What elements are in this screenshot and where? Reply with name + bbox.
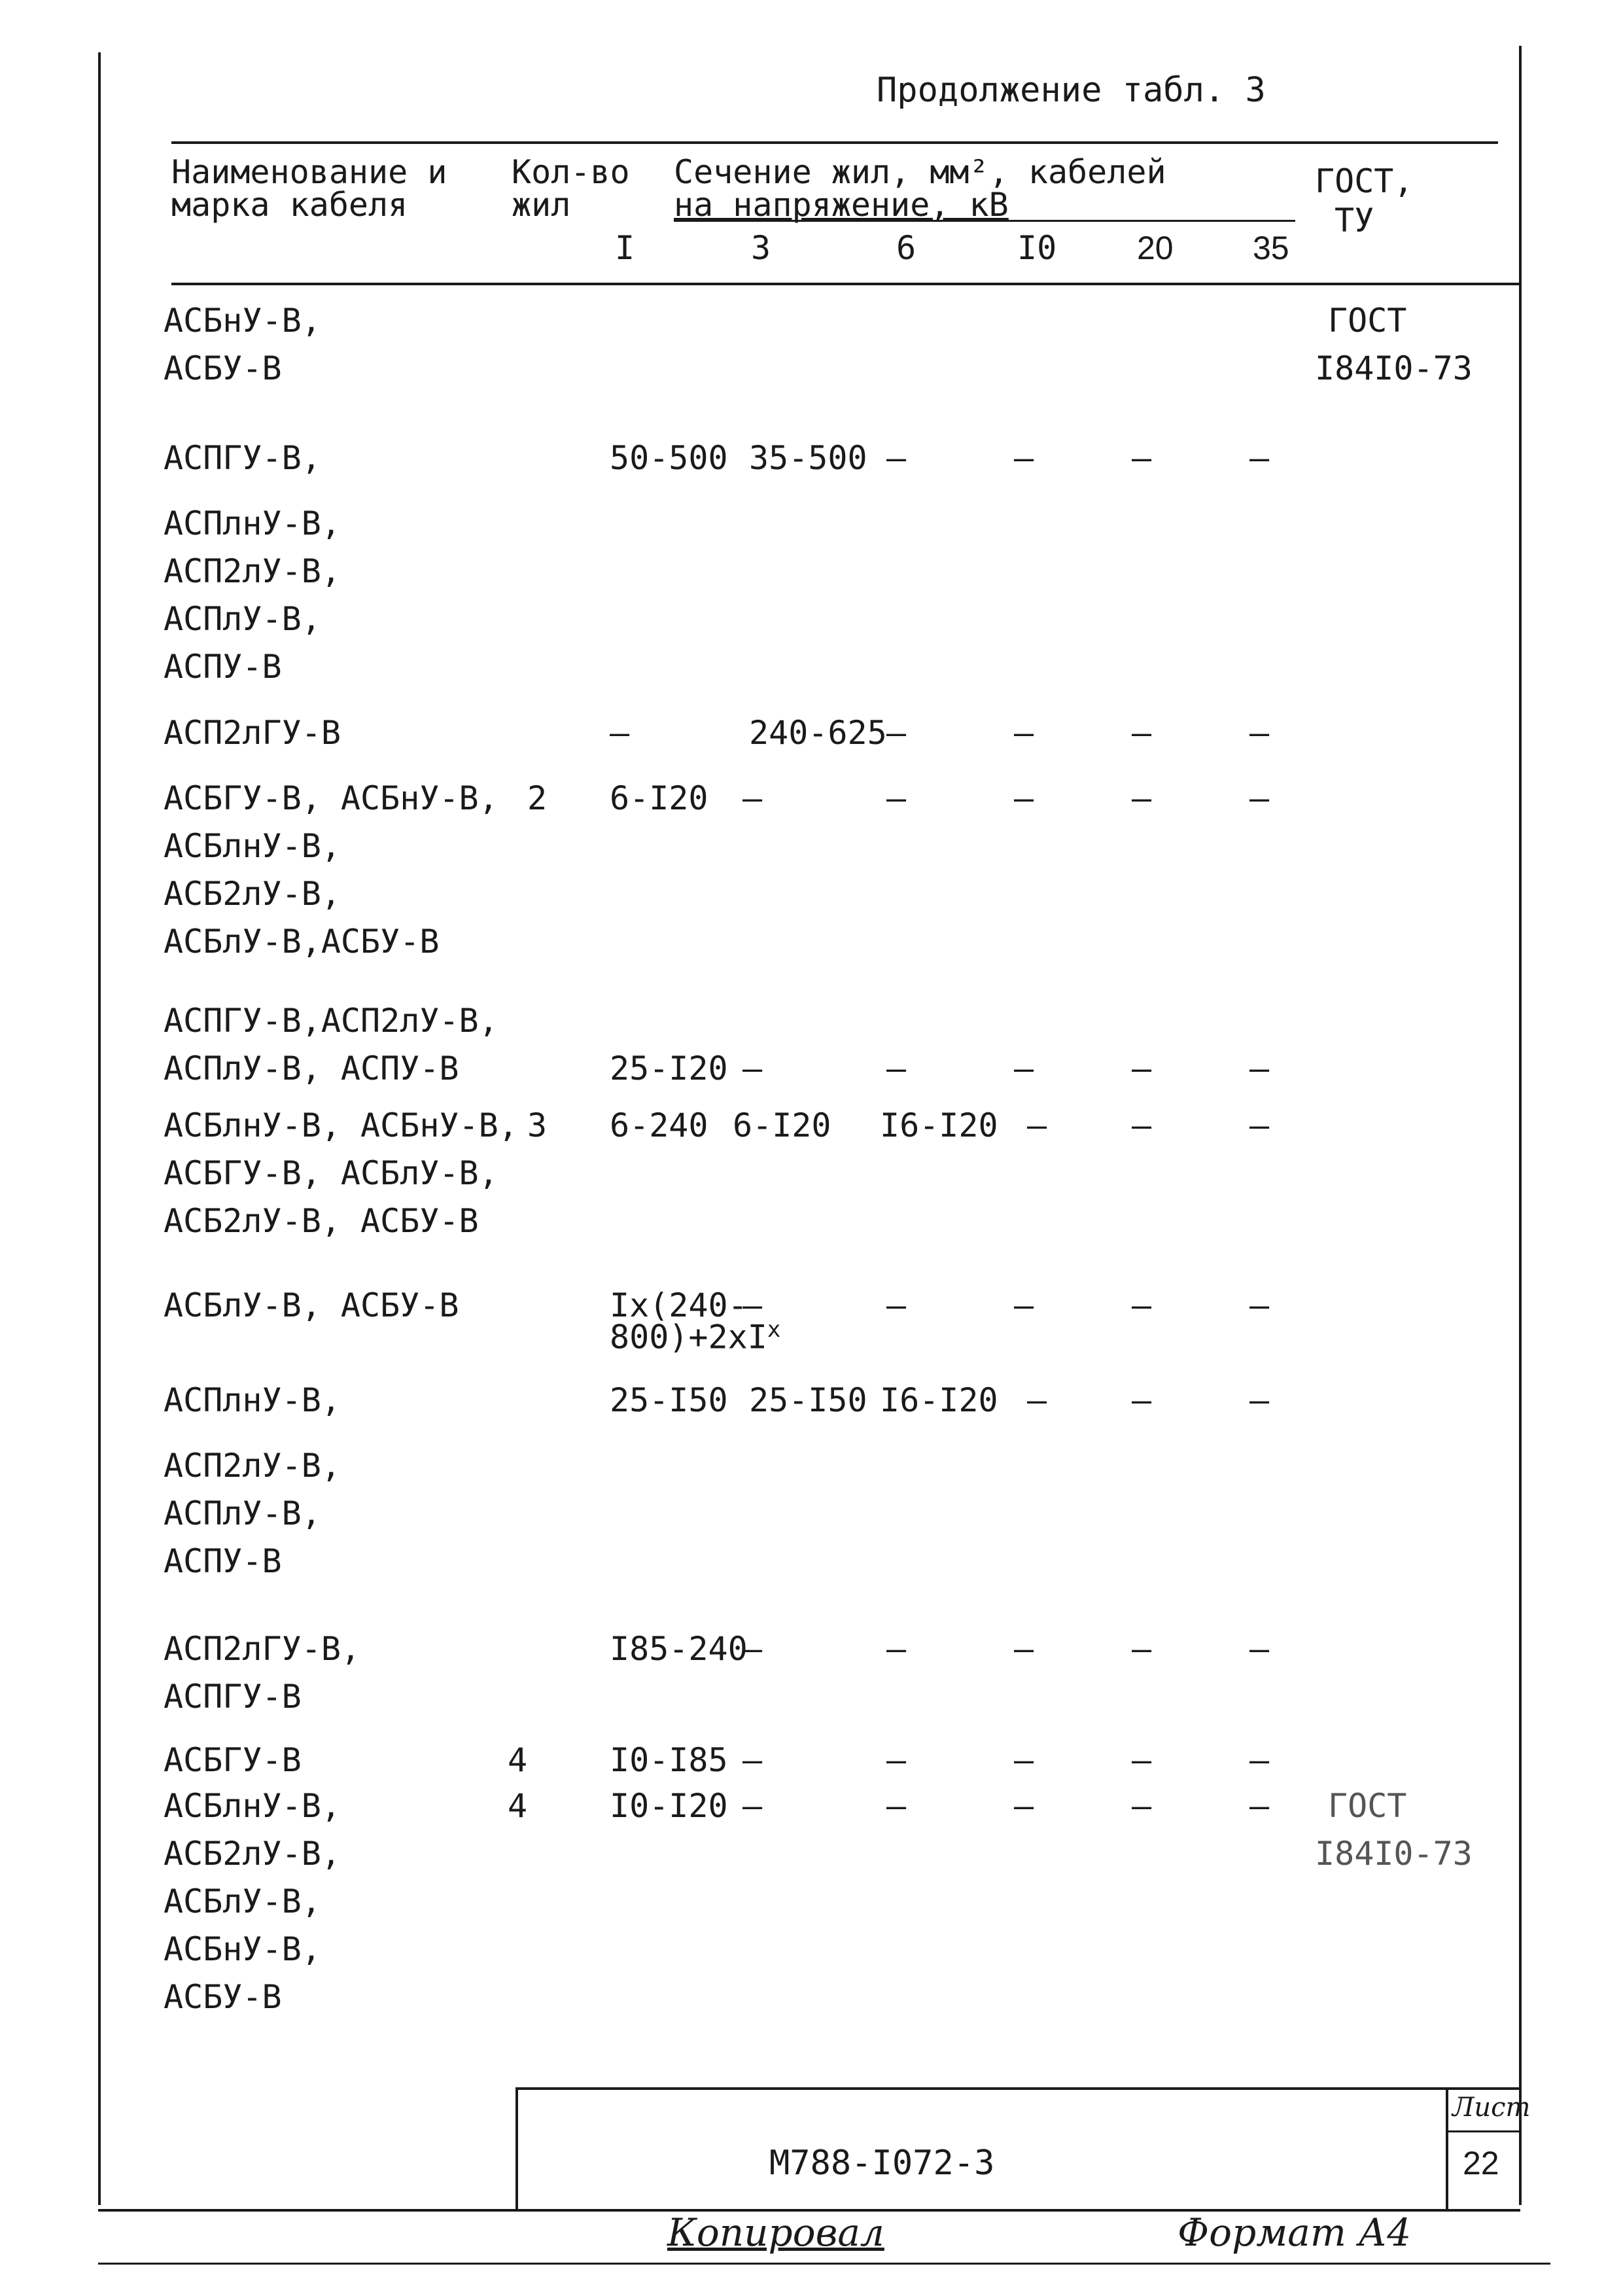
header-bottom-rule (171, 283, 1519, 285)
cable-name: АСПлнУ-В, (164, 504, 341, 542)
section-value: 6-240 (610, 1106, 708, 1144)
section-value: – (1249, 1741, 1270, 1779)
section-value: 25-I50 (749, 1381, 867, 1419)
cable-name: АСПлУ-В, (164, 600, 321, 638)
section-value: – (886, 439, 907, 477)
section-value: – (1014, 1286, 1034, 1324)
cable-name: АСБлУ-В, АСБУ-В (164, 1286, 459, 1324)
cable-name: АСБ2лУ-В, (164, 1835, 341, 1873)
continuation-title: Продолжение табл. 3 (877, 71, 1266, 110)
cable-name: АСПУ-В (164, 648, 282, 686)
section-value: – (886, 1050, 907, 1087)
section-value: – (1014, 1050, 1034, 1087)
gost-ref: ГОСТ (1328, 1787, 1407, 1825)
section-value: 25-I50 (610, 1381, 728, 1419)
frame-left-line (98, 52, 101, 2205)
header-voltage-3: 3 (751, 229, 771, 267)
cable-name: АСПлнУ-В, (164, 1381, 341, 1419)
section-value: – (1132, 779, 1152, 817)
section-value: 6-I20 (733, 1106, 831, 1144)
section-value: – (886, 1741, 907, 1779)
header-voltage-1: I (615, 229, 635, 267)
section-value: – (1249, 779, 1270, 817)
section-value: I0-I20 (610, 1787, 728, 1825)
header-voltage-6: 6 (896, 229, 916, 267)
section-value: – (1014, 714, 1034, 752)
gost-ref: ГОСТ (1328, 302, 1407, 340)
section-value: – (742, 1050, 763, 1087)
cable-name: АСБлнУ-В, АСБнУ-В, (164, 1106, 518, 1144)
section-value: Ix(240- (610, 1286, 748, 1324)
section-value: I85-240 (610, 1630, 748, 1668)
section-value: 50-500 (610, 439, 728, 477)
section-value: – (742, 1787, 763, 1825)
section-value: – (886, 1787, 907, 1825)
section-value: – (1132, 1741, 1152, 1779)
section-value: – (1132, 1630, 1152, 1668)
section-value: – (1027, 1106, 1047, 1144)
stamp-left-line (515, 2087, 518, 2212)
core-count: 4 (508, 1741, 528, 1779)
section-value: – (1014, 779, 1034, 817)
stamp-doc-code: М788-I072-3 (769, 2144, 995, 2183)
cable-name: АСБГУ-В, АСБнУ-В, (164, 779, 498, 817)
stamp-top-line (515, 2087, 1520, 2090)
section-value: – (742, 779, 763, 817)
section-value: – (742, 1741, 763, 1779)
cable-name: АСБ2лУ-В, АСБУ-В (164, 1202, 479, 1240)
header-gost-line2: ТУ (1335, 202, 1374, 239)
section-value: – (1249, 439, 1270, 477)
section-value: – (1249, 1050, 1270, 1087)
core-count: 3 (527, 1106, 548, 1144)
section-value: – (742, 1630, 763, 1668)
cable-name: АСПГУ-В,АСП2лУ-В, (164, 1002, 498, 1040)
section-value: – (1132, 1106, 1152, 1144)
footer-copied: Копировал (667, 2210, 884, 2255)
footer-format: Формат А4 (1178, 2210, 1412, 2255)
gost-ref: I84I0-73 (1315, 1835, 1473, 1873)
section-value: – (1249, 1286, 1270, 1324)
section-value: 35-500 (749, 439, 867, 477)
section-value-line2 (610, 1313, 780, 1354)
section-value: – (1249, 1106, 1270, 1144)
stamp-sheet-mid-line (1446, 2130, 1520, 2132)
section-value: – (742, 1286, 763, 1324)
header-top-rule (171, 141, 1498, 144)
header-voltage-35: 35 (1253, 230, 1289, 266)
header-count-line2: жил (512, 186, 571, 224)
section-value: – (886, 779, 907, 817)
section-value: I0-I85 (610, 1741, 728, 1779)
section-value: – (1249, 1630, 1270, 1668)
cable-name: АСПлУ-В, (164, 1494, 321, 1532)
cable-name: АСБнУ-В, (164, 302, 321, 340)
stamp-sheet-divider (1446, 2087, 1448, 2212)
cable-name: АСБлУ-В,АСБУ-В (164, 923, 440, 961)
section-value: 25-I20 (610, 1050, 728, 1087)
cable-name: АСПГУ-В, (164, 439, 321, 477)
section-value: – (886, 1286, 907, 1324)
cable-name: АСПлУ-В, АСПУ-В (164, 1050, 459, 1087)
header-section-line1: Сечение жил, мм², кабелей (674, 153, 1166, 191)
header-count-line1: Кол-во (512, 153, 630, 191)
cable-name: АСБ2лУ-В, (164, 875, 341, 913)
stamp-sheet-number: 22 (1463, 2145, 1499, 2181)
gost-ref: I84I0-73 (1315, 349, 1473, 387)
section-value: – (1132, 439, 1152, 477)
cable-name: АСП2лУ-В, (164, 1447, 341, 1485)
section-value: – (1132, 1286, 1152, 1324)
cable-name: АСБлнУ-В, (164, 827, 341, 865)
section-value: – (886, 1630, 907, 1668)
cable-name: АСБУ-В (164, 349, 282, 387)
section-value: – (1249, 1787, 1270, 1825)
header-voltage-20: 20 (1137, 230, 1174, 266)
section-value: – (886, 714, 907, 752)
section-value-footnote-mark: x (767, 1316, 781, 1343)
cable-name: АСБГУ-В, АСБлУ-В, (164, 1154, 498, 1192)
section-value: I6-I20 (880, 1381, 998, 1419)
cable-name: АСП2лГУ-В (164, 714, 341, 752)
cable-name: АСБнУ-В, (164, 1930, 321, 1968)
section-value: – (1132, 1787, 1152, 1825)
section-value: – (1027, 1381, 1047, 1419)
cable-name: АСБлУ-В, (164, 1882, 321, 1920)
cable-name: АСПУ-В (164, 1542, 282, 1580)
cable-name: АСПГУ-В (164, 1678, 302, 1716)
header-gost-line1: ГОСТ, (1315, 162, 1414, 200)
header-name-line1: Наименование и (171, 153, 447, 191)
header-section-line2: на напряжение, кВ (674, 186, 1009, 224)
header-name-line2: марка кабеля (171, 186, 408, 224)
cable-name: АСБГУ-В (164, 1741, 302, 1779)
section-value: – (1132, 714, 1152, 752)
section-value: – (1014, 1787, 1034, 1825)
section-value: – (1014, 1630, 1034, 1668)
section-value: – (1249, 1381, 1270, 1419)
cable-name: АСБлнУ-В, (164, 1787, 341, 1825)
core-count: 4 (508, 1787, 528, 1825)
header-voltage-10: I0 (1017, 229, 1057, 267)
section-value: – (1014, 1741, 1034, 1779)
section-value: 240-625 (749, 714, 887, 752)
section-value: I6-I20 (880, 1106, 998, 1144)
core-count: 2 (527, 779, 548, 817)
section-value-formula: 800)+2xI (610, 1318, 767, 1356)
section-value: – (1132, 1381, 1152, 1419)
section-value: – (1014, 439, 1034, 477)
cable-name: АСП2лУ-В, (164, 552, 341, 590)
cable-name: АСБУ-В (164, 1978, 282, 2016)
section-value: 6-I20 (610, 779, 708, 817)
stamp-sheet-label: Лист (1452, 2093, 1531, 2123)
footer-rule (98, 2263, 1550, 2265)
section-value: – (1249, 714, 1270, 752)
frame-right-line (1519, 46, 1522, 2205)
cable-name: АСП2лГУ-В, (164, 1630, 361, 1668)
section-value: – (1132, 1050, 1152, 1087)
section-value: – (610, 714, 630, 752)
